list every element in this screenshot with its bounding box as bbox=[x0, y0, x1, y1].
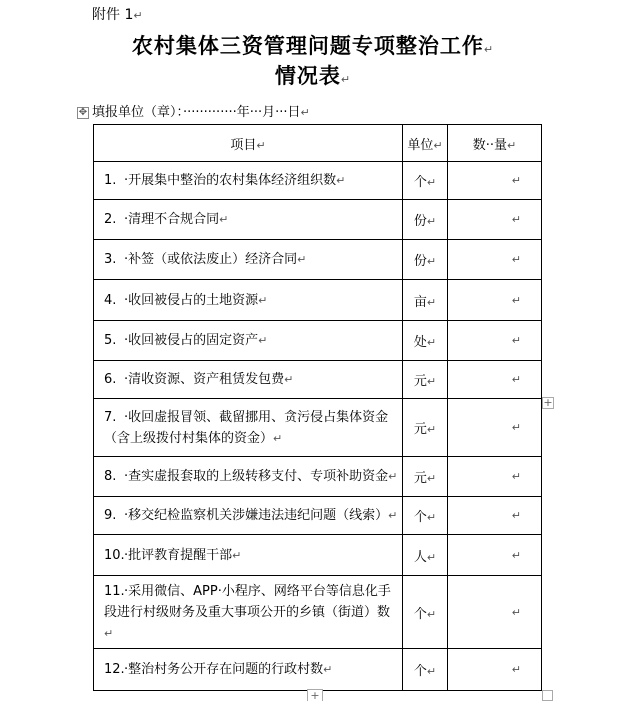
row-number: 7. bbox=[104, 409, 117, 425]
row-number: 3. bbox=[104, 252, 117, 267]
table-row bbox=[94, 280, 542, 321]
table-move-handle-icon[interactable]: ✥ bbox=[78, 107, 88, 118]
row-quantity-cell[interactable]: ↵ bbox=[448, 399, 542, 457]
row-item-cell[interactable]: 2. ·清理不合规合同↵ bbox=[94, 200, 403, 240]
row-item-cell[interactable]: 1. ·开展集中整治的农村集体经济组织数↵ bbox=[94, 162, 403, 200]
row-unit-cell[interactable]: 个↵ bbox=[403, 497, 448, 535]
paragraph-mark: ↵ bbox=[133, 9, 143, 22]
row-quantity-cell[interactable]: ↵ bbox=[448, 280, 542, 321]
header-unit: 单位↵ bbox=[403, 125, 448, 162]
row-unit-text: 个 bbox=[413, 664, 427, 679]
row-unit-text: 个 bbox=[413, 510, 427, 525]
table-row bbox=[94, 162, 542, 200]
row-number: 9. bbox=[104, 508, 117, 523]
row-item-cell[interactable]: 4. ·收回被侵占的土地资源↵ bbox=[94, 280, 403, 321]
row-quantity-cell[interactable]: ↵ bbox=[448, 361, 542, 399]
row-unit-text: 人 bbox=[413, 549, 427, 565]
header-item: 项目↵ bbox=[94, 125, 403, 162]
row-quantity-cell[interactable]: ↵ bbox=[448, 457, 542, 497]
row-quantity-cell[interactable]: ↵ bbox=[448, 497, 542, 535]
row-number: 5. bbox=[104, 333, 117, 348]
row-item-text: ·收回被侵占的土地资源 bbox=[124, 292, 259, 308]
row-quantity-cell[interactable]: ↵ bbox=[448, 321, 542, 361]
row-item-cell[interactable]: 8. ·查实虚报套取的上级转移支付、专项补助资金↵ bbox=[94, 457, 403, 497]
row-quantity-cell[interactable]: ↵ bbox=[448, 576, 542, 649]
row-unit-cell[interactable]: 元↵ bbox=[403, 457, 448, 497]
table-header-row bbox=[94, 125, 542, 162]
row-unit-text: 元 bbox=[413, 471, 427, 486]
row-item-cell[interactable]: 11.·采用微信、APP·小程序、网络平台等信息化手段进行村级财务及重大事项公开的乡镇（街道）数↵ bbox=[94, 576, 403, 649]
row-item-text: ·移交纪检监察机关涉嫌违法违纪问题（线索） bbox=[124, 508, 389, 523]
row-item-cell[interactable]: 12.·整治村务公开存在问题的行政村数↵ bbox=[94, 649, 403, 691]
row-number: 2. bbox=[104, 212, 117, 227]
row-unit-cell[interactable]: 份↵ bbox=[403, 240, 448, 280]
row-item-cell[interactable]: 9. ·移交纪检监察机关涉嫌违法违纪问题（线索）↵ bbox=[94, 497, 403, 535]
row-unit-cell[interactable]: 份↵ bbox=[403, 200, 448, 240]
table-row bbox=[94, 399, 542, 457]
row-unit-cell[interactable]: 个↵ bbox=[403, 576, 448, 649]
row-item-text: ·开展集中整治的农村集体经济组织数 bbox=[124, 173, 337, 188]
header-quantity: 数··量↵ bbox=[448, 125, 542, 162]
table-row bbox=[94, 361, 542, 399]
row-quantity-cell[interactable]: ↵ bbox=[448, 240, 542, 280]
row-unit-cell[interactable]: 人↵ bbox=[403, 535, 448, 576]
document-title-line-2: 情况表↵ bbox=[274, 64, 352, 88]
row-item-cell[interactable]: 6. ·清收资源、资产租赁发包费↵ bbox=[94, 361, 403, 399]
row-unit-text: 元 bbox=[413, 374, 427, 389]
table-row bbox=[94, 321, 542, 361]
row-unit-text: 份 bbox=[413, 214, 427, 229]
table-row bbox=[94, 649, 542, 691]
row-number: 11. bbox=[104, 583, 125, 599]
row-unit-text: 元 bbox=[413, 422, 427, 437]
table-row bbox=[94, 576, 542, 649]
row-unit-cell[interactable]: 个↵ bbox=[403, 162, 448, 200]
row-number: 10. bbox=[104, 547, 125, 563]
row-unit-text: 处 bbox=[413, 335, 427, 350]
row-item-text: ·补签（或依法废止）经济合同 bbox=[124, 252, 298, 267]
row-quantity-cell[interactable]: ↵ bbox=[448, 200, 542, 240]
row-item-text: ·采用微信、APP·小程序、网络平台等信息化手段进行村级财务及重大事项公开的乡镇（街道）数 bbox=[104, 583, 391, 620]
table-row bbox=[94, 497, 542, 535]
row-number: 4. bbox=[104, 292, 117, 308]
row-number: 1. bbox=[104, 173, 117, 188]
table-row bbox=[94, 200, 542, 240]
row-unit-text: 个 bbox=[413, 175, 427, 190]
row-unit-text: 个 bbox=[413, 606, 427, 622]
row-item-cell[interactable]: 5. ·收回被侵占的固定资产↵ bbox=[94, 321, 403, 361]
row-unit-cell[interactable]: 元↵ bbox=[403, 399, 448, 457]
row-item-cell[interactable]: 7. ·收回虚报冒领、截留挪用、贪污侵占集体资金（含上级拨付村集体的资金）↵ bbox=[94, 399, 403, 457]
row-item-cell[interactable]: 10.·批评教育提醒干部↵ bbox=[94, 535, 403, 576]
row-item-text: ·收回虚报冒领、截留挪用、贪污侵占集体资金（含上级拨付村集体的资金） bbox=[104, 409, 389, 446]
row-unit-text: 份 bbox=[413, 254, 427, 269]
insert-column-button[interactable]: + bbox=[307, 689, 323, 701]
row-item-text: ·整治村务公开存在问题的行政村数 bbox=[124, 662, 324, 677]
row-unit-cell[interactable]: 元↵ bbox=[403, 361, 448, 399]
table-row bbox=[94, 240, 542, 280]
fill-unit-line: 填报单位（章）：·············年···月···日↵ bbox=[92, 105, 310, 120]
table-row bbox=[94, 535, 542, 576]
row-item-text: ·收回被侵占的固定资产 bbox=[124, 333, 259, 348]
row-quantity-cell[interactable]: ↵ bbox=[448, 535, 542, 576]
table-resize-handle[interactable] bbox=[542, 690, 553, 701]
row-unit-cell[interactable]: 亩↵ bbox=[403, 280, 448, 321]
table-row bbox=[94, 457, 542, 497]
document-title-line-1: 农村集体三资管理问题专项整治工作↵ bbox=[131, 34, 495, 58]
insert-row-button[interactable]: + bbox=[543, 396, 553, 409]
row-number: 12. bbox=[104, 662, 125, 677]
row-quantity-cell[interactable]: ↵ bbox=[448, 649, 542, 691]
row-unit-text: 亩 bbox=[413, 294, 427, 310]
row-item-text: ·查实虚报套取的上级转移支付、专项补助资金 bbox=[124, 469, 389, 484]
row-item-text: ·清理不合规合同 bbox=[124, 212, 220, 227]
row-unit-cell[interactable]: 处↵ bbox=[403, 321, 448, 361]
row-number: 8. bbox=[104, 469, 117, 484]
row-quantity-cell[interactable]: ↵ bbox=[448, 162, 542, 200]
row-item-text: ·批评教育提醒干部 bbox=[124, 547, 233, 563]
row-number: 6. bbox=[104, 372, 117, 387]
statistics-table bbox=[93, 124, 542, 691]
attachment-label: 附件 1↵ bbox=[92, 7, 143, 23]
row-unit-cell[interactable]: 个↵ bbox=[403, 649, 448, 691]
row-item-text: ·清收资源、资产租赁发包费 bbox=[124, 372, 285, 387]
row-item-cell[interactable]: 3. ·补签（或依法废止）经济合同↵ bbox=[94, 240, 403, 280]
